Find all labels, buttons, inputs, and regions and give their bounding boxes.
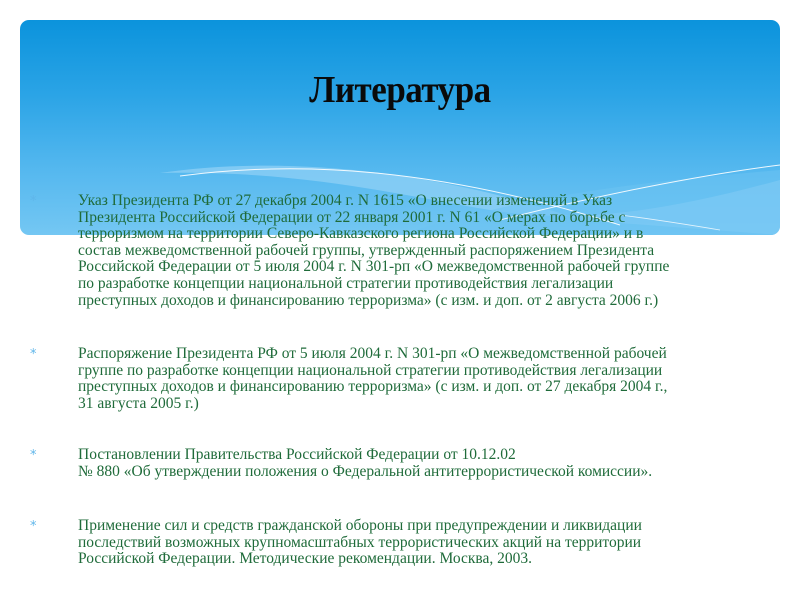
bullet-asterisk-icon: *: [30, 519, 37, 534]
slide-title: Литература: [309, 69, 491, 111]
bullet-asterisk-icon: *: [30, 448, 37, 463]
reference-line: Российской Федерации. Методические рекомендации. Москва, 2003.: [78, 550, 533, 568]
reference-line: Постановлении Правительства Российской Федерации от 10.12.02: [78, 446, 516, 463]
reference-line: терроризмом на территории Северо-Кавказского региона Российской Федерации» и в: [78, 225, 644, 243]
bullet-asterisk-icon: *: [30, 347, 37, 362]
reference-line: преступных доходов и финансированию терроризма» (с изм. и доп. от 27 декабря 2004 г.,: [78, 378, 668, 396]
reference-line: Распоряжение Президента РФ от 5 июля 2004 г. N 301-рп «О межведомственной рабочей: [78, 345, 667, 362]
reference-line: группе по разработке концепции национальной стратегии противодействия легализации: [78, 361, 663, 379]
reference-line: № 880 «Об утверждении положения о Федеральной антитеррористической комиссии».: [78, 462, 653, 480]
reference-line: Указ Президента РФ от 27 декабря 2004 г. N 1615 «О внесении изменений в Указ: [78, 192, 613, 209]
reference-line: по разработке концепции национальной стратегии противодействия легализации: [78, 275, 614, 292]
reference-line: последствий возможных крупномасштабных террористических акций на территории: [78, 533, 642, 551]
bullet-asterisk-icon: *: [30, 194, 37, 209]
reference-line: преступных доходов и финансированию терроризма» (с изм. и доп. от 2 августа 2006 г.): [78, 291, 659, 309]
reference-line: 31 августа 2005 г.): [78, 394, 199, 412]
reference-line: Применение сил и средств гражданской обороны при предупреждении и ликвидации: [78, 517, 642, 534]
reference-line: Российской Федерации от 5 июля 2004 г. N 301-рп «О межведомственной рабочей группе: [78, 258, 670, 276]
reference-line: состав межведомственной рабочей группы, утвержденный распоряжением Президента: [78, 241, 655, 259]
reference-line: Президента Российской Федерации от 22 января 2001 г. N 61 «О мерах по борьбе с: [78, 208, 626, 226]
